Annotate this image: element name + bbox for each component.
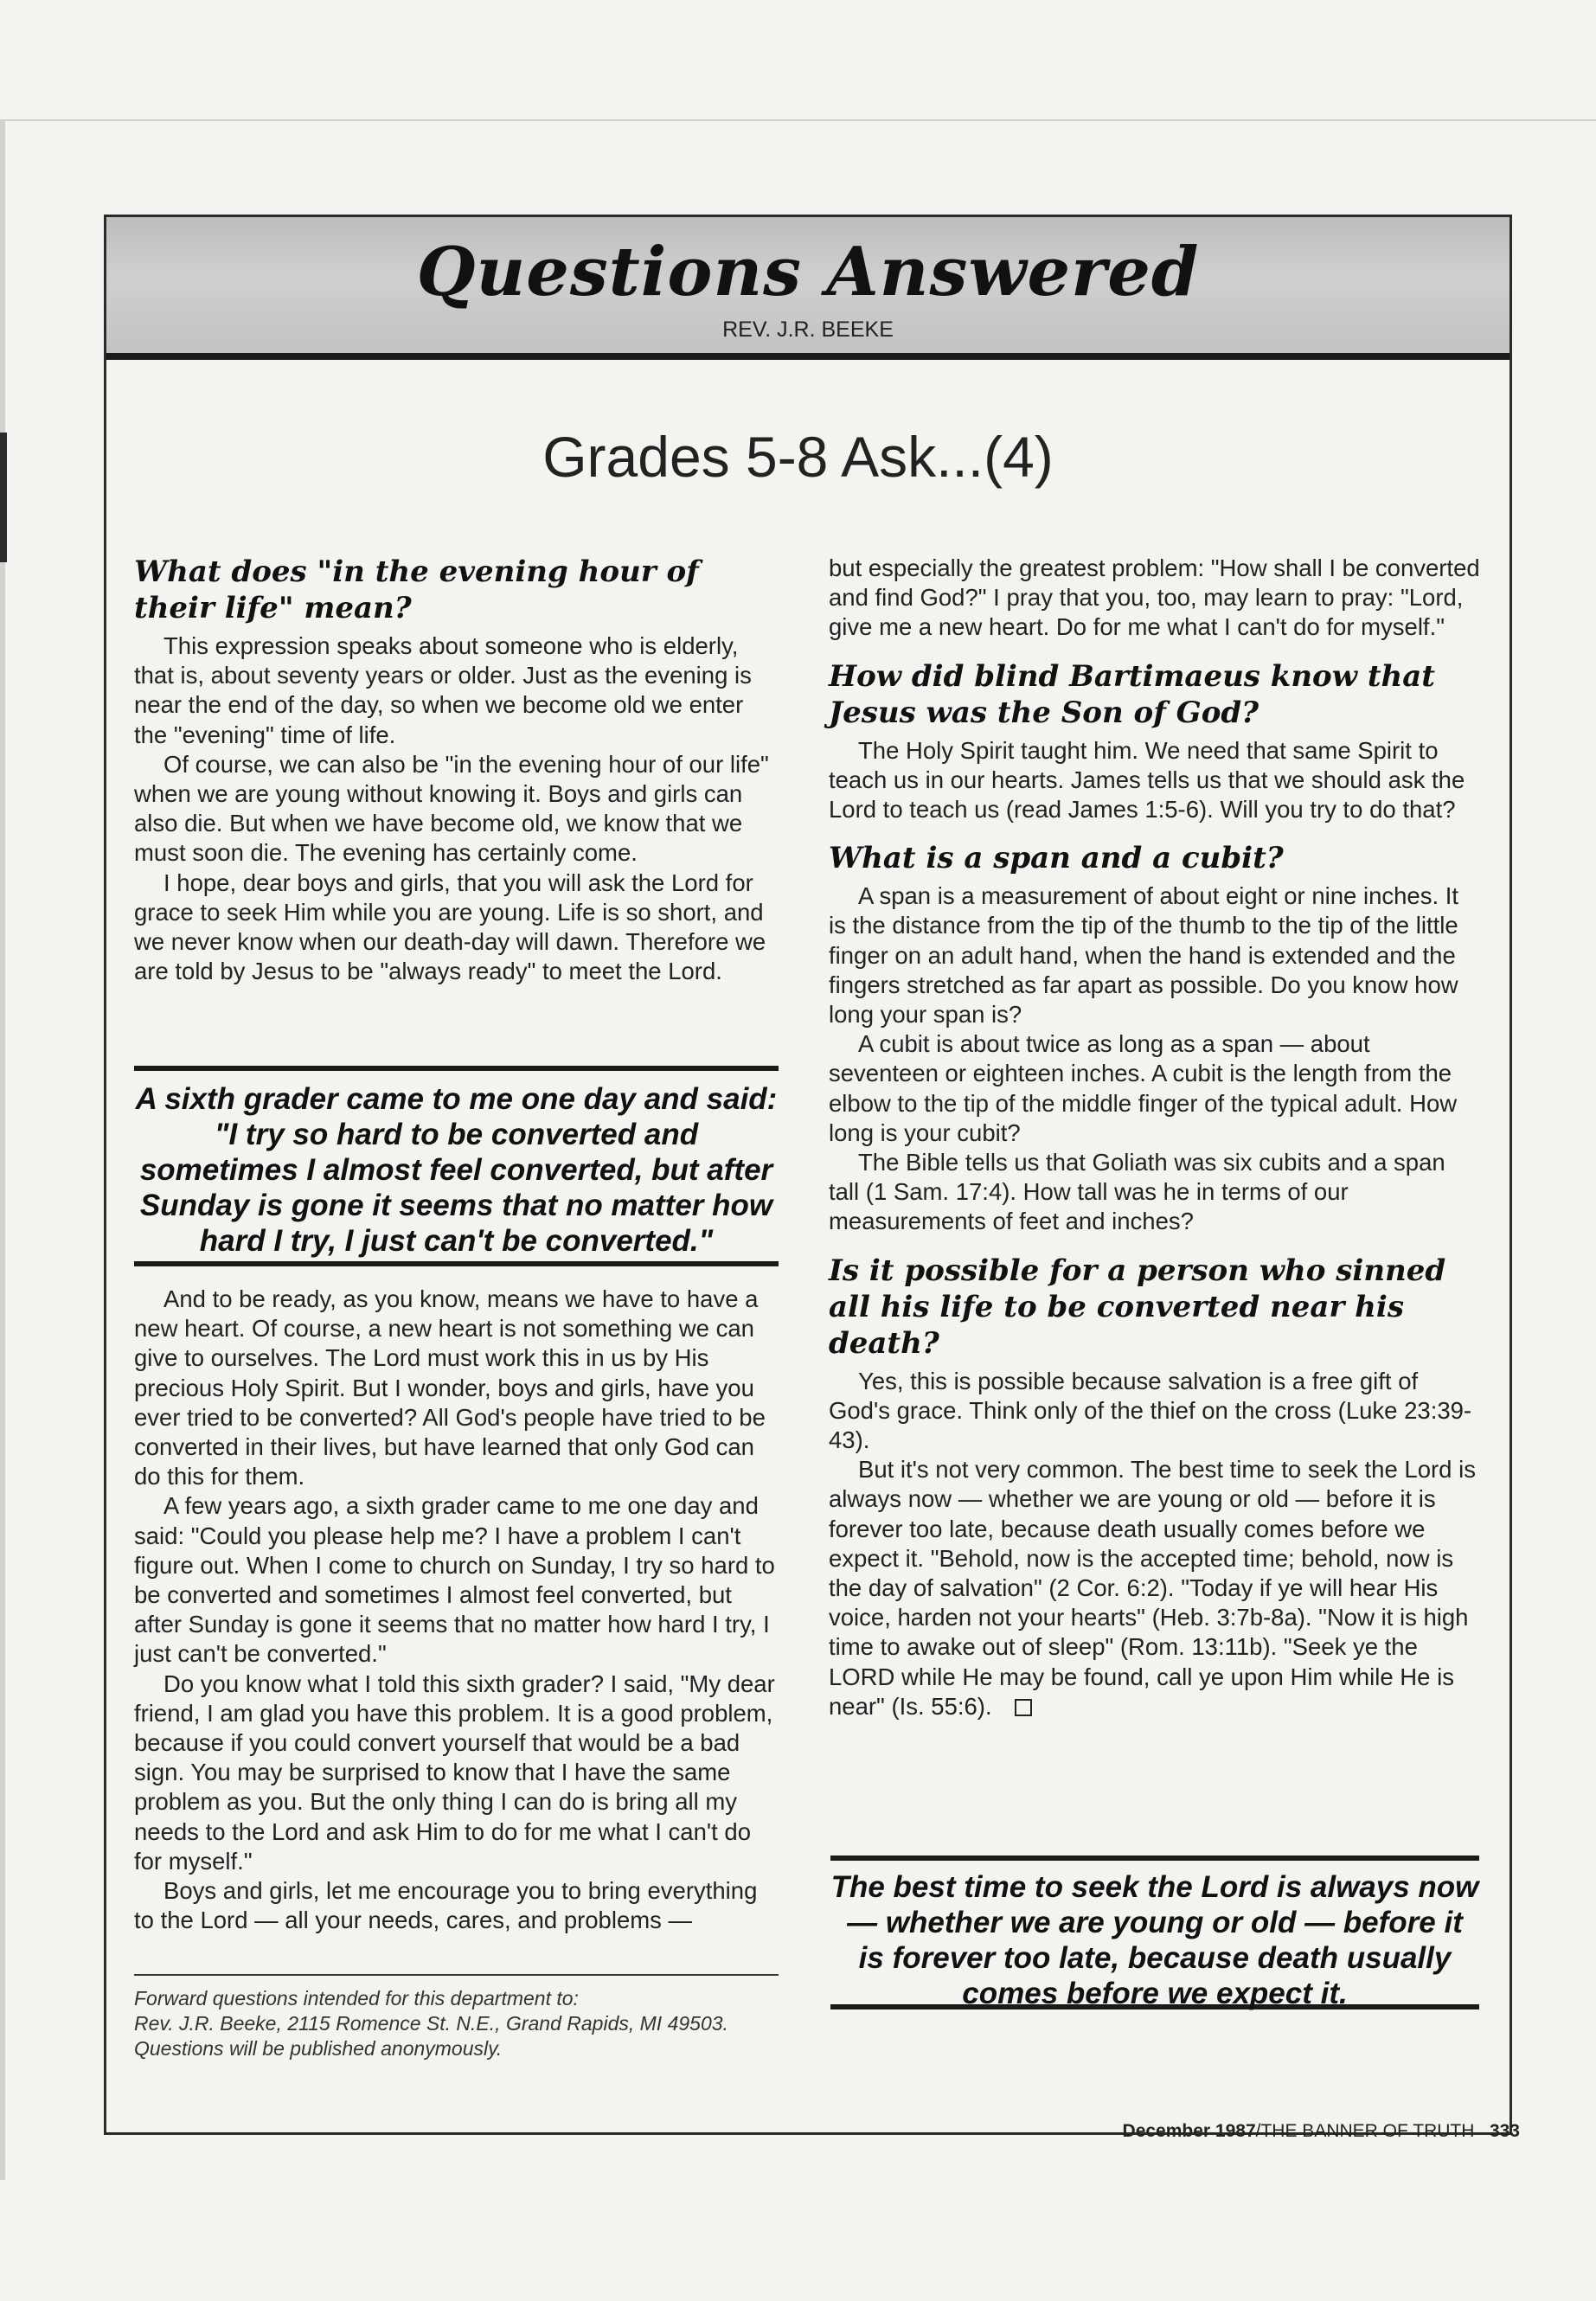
paragraph: The Holy Spirit taught him. We need that same Spirit to teach us in our hearts. James tells us that we should ask the Lord to teach us (read James 1:5-6). Will you try to do that? xyxy=(829,736,1465,824)
paragraph: but especially the greatest problem: "How shall I be converted and find God?" I pray that you, too, may learn to pray: "Lord, give me a new heart. Do for me what I can't do for myself." xyxy=(829,554,1480,641)
pull-quote: A sixth grader came to me one day and said: "I try so hard to be converted and sometimes I almost feel converted, but after Sunday is gone it seems that no matter how hard I try, I just can't be converted." xyxy=(134,1066,779,1266)
paragraph: Do you know what I told this sixth grader? I said, "My dear friend, I am glad you have this problem. It is a good problem, because if you could convert yourself that would be a bad sign. You may be surprised to know that I have the same problem as you. But the only thing I can do is bring all my needs to the Lord and ask Him to do for me what I can't do for myself." xyxy=(134,1670,775,1875)
paragraph: Yes, this is possible because salvation is a free gift of God's grace. Think only of the thief on the cross (Luke 23:39-43). xyxy=(829,1367,1472,1454)
question-heading: What is a span and a cubit? xyxy=(829,841,1284,876)
answer-body xyxy=(829,1367,1482,1721)
right-column xyxy=(829,554,1482,1721)
answer-body-continued xyxy=(134,1285,779,1935)
question-heading: What does "in the evening hour of their life" mean? xyxy=(134,554,699,625)
publication-name: /THE BANNER OF TRUTH xyxy=(1255,2121,1475,2141)
issue-date: December 1987 xyxy=(1122,2121,1256,2141)
footnote-divider xyxy=(134,1974,779,1976)
answer-body xyxy=(829,881,1482,1236)
footnote xyxy=(134,1986,779,2061)
answer-body xyxy=(829,736,1482,825)
paragraph: I hope, dear boys and girls, that you will ask the Lord for grace to seek Him while you are young. Life is so short, and we never know when our death-day will dawn. Therefore we are told by Jesus to be "always ready" to meet the Lord. xyxy=(134,868,766,985)
page-edge xyxy=(0,119,1596,121)
footnote-line: Forward questions intended for this department to: xyxy=(134,1987,579,2009)
carryover-text xyxy=(829,554,1482,643)
paragraph: The Bible tells us that Goliath was six cubits and a span tall (1 Sam. 17:4). How tall was he in terms of our measurements of feet and inches? xyxy=(829,1149,1445,1235)
banner-title: Questions Answered xyxy=(416,233,1200,311)
question-heading: How did blind Bartimaeus know that Jesus was the Son of God? xyxy=(829,658,1436,730)
banner-author: REV. J.R. BEEKE xyxy=(722,317,894,342)
page-title: Grades 5-8 Ask...(4) xyxy=(542,425,1054,489)
section-banner xyxy=(106,217,1509,360)
page-footer xyxy=(1123,2121,1520,2142)
footnote-line: Questions will be published anonymously. xyxy=(134,2037,503,2060)
end-mark-icon xyxy=(1015,1699,1032,1716)
paragraph-text: But it's not very common. The best time to seek the Lord is always now — whether we are young or old — before it is forever too late, because death usually comes before we expect it. "Behold, now is the accepted time; behold, now is the day of salvation" (2 Cor. 6:2). "Today if ye will hear His voice, harden not your hearts" (Heb. 3:7b-8a). "Now it is high time to awake out of sleep" (Rom. 13:11b). "Seek ye the LORD while He may be found, call ye upon Him while He is near" (Is. 55:6). xyxy=(829,1456,1476,1720)
left-column-bottom xyxy=(134,1285,779,1935)
page-number: 333 xyxy=(1489,2121,1520,2141)
paragraph: And to be ready, as you know, means we have to have a new heart. Of course, a new heart is not something we can give to ourselves. The Lord must work this in us by His precious Holy Spirit. But I wonder, boys and girls, have you ever tried to be converted? All God's people have tried to be converted in their lives, but have learned that only God can do this for them. xyxy=(134,1285,766,1490)
paragraph: A cubit is about twice as long as a span — about seventeen or eighteen inches. A cubit is the length from the elbow to the tip of the middle finger of the typical adult. How long is your cubit? xyxy=(829,1030,1458,1146)
paragraph: Of course, we can also be "in the evening hour of our life" when we are young without knowing it. Boys and girls can also die. But when we have become old, we know that we must soon die. The evening has certainly come. xyxy=(134,750,769,867)
paragraph: A few years ago, a sixth grader came to me one day and said: "Could you please help me? I have a problem I can't figure out. When I come to church on Sunday, I try so hard to be converted and sometimes I almost feel converted, but after Sunday is gone it seems that no matter how hard I try, I just can't be converted." xyxy=(134,1492,775,1668)
answer-body xyxy=(134,631,779,986)
paragraph: This expression speaks about someone who is elderly, that is, about seventy years or older. Just as the evening is near the end of the day, so when we become old we enter the "evening" time of life. xyxy=(134,632,752,748)
paragraph: A span is a measurement of about eight or nine inches. It is the distance from the tip of the thumb to the tip of the little finger on an adult hand, when the hand is extended and the fingers stretched as far apart as possible. Do you know how long your span is? xyxy=(829,882,1459,1029)
paragraph xyxy=(829,1455,1482,1721)
paragraph: Boys and girls, let me encourage you to bring everything to the Lord — all your needs, cares, and problems — xyxy=(134,1877,758,1934)
left-column-top xyxy=(134,554,779,986)
pull-quote: The best time to seek the Lord is always now — whether we are young or old — before it is forever too late, because death usually comes before we expect it. xyxy=(830,1856,1479,2009)
footnote-address: Rev. J.R. Beeke, 2115 Romence St. N.E., Grand Rapids, MI 49503. xyxy=(134,2012,728,2035)
question-heading: Is it possible for a person who sinned all his life to be converted near his death? xyxy=(829,1253,1446,1361)
